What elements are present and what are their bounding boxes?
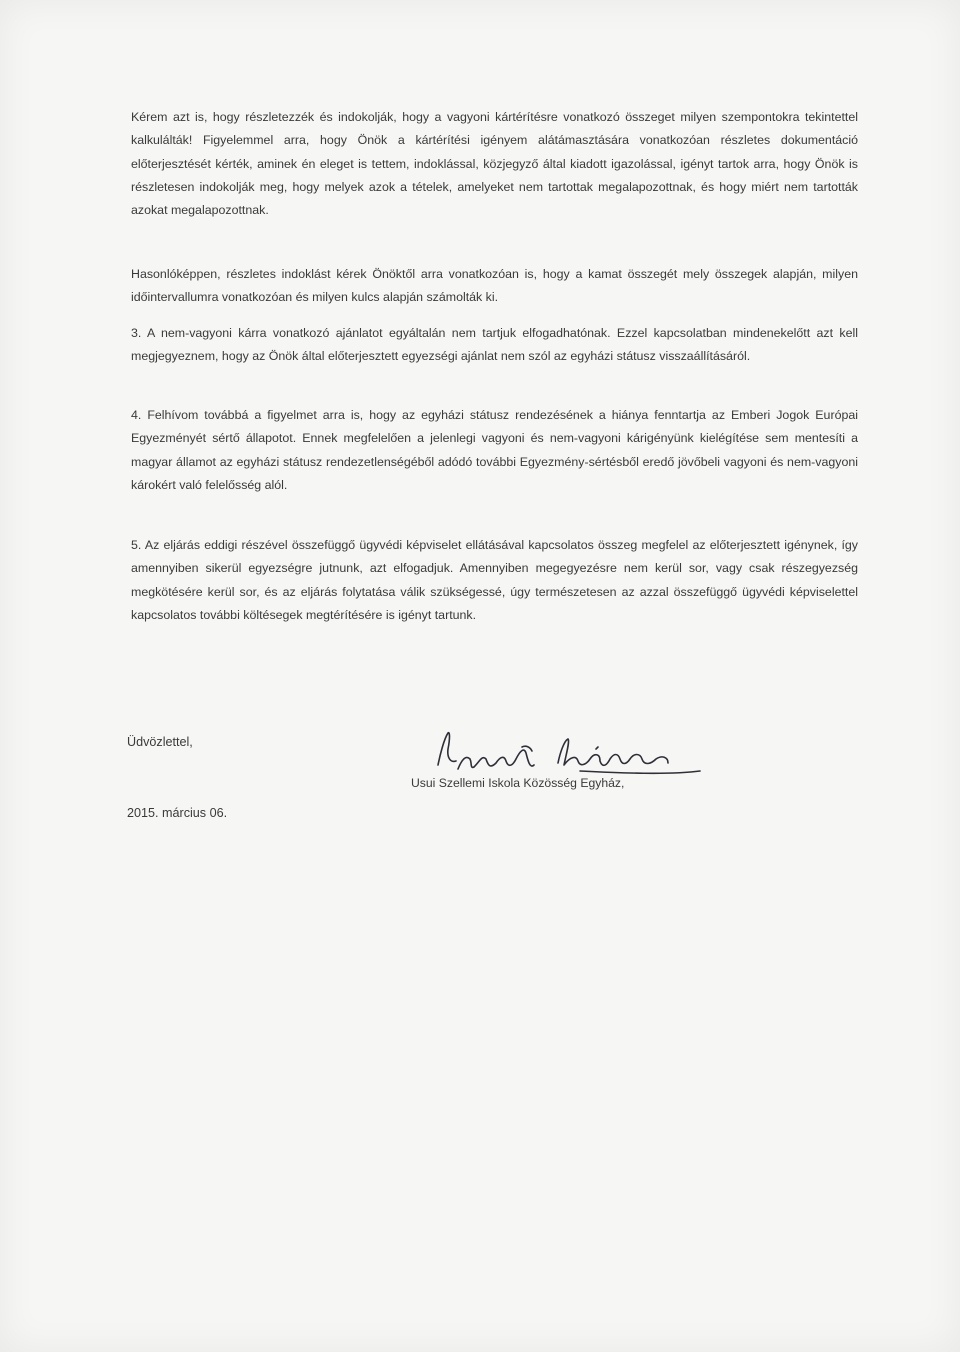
paragraph-interest-request: Hasonlóképpen, részletes indoklást kérek Önöktől arra vonatkozóan is, hogy a kamat összegét mely összegek alapján, milyen időintervallumra vonatkozóan és milyen kulcs alapján számolták ki. — [131, 267, 858, 305]
paragraph-point-3: 3. A nem-vagyoni kárra vonatkozó ajánlatot egyáltalán nem tartjuk elfogadhatónak. Ezzel kapcsolatban mindenekelőtt azt kell megjegyeznem, hogy az Önök által előterjesztett egyezségi ajánlat nem szól az egyházi státusz visszaállításáról. — [131, 326, 858, 364]
closing-salutation: Üdvözlettel, — [127, 735, 193, 749]
paragraph-point-5: 5. Az eljárás eddigi részével összefüggő ügyvédi képviselet ellátásával kapcsolatos összeg megfelel az előterjesztett igénynek, így amennyiben sikerül egyezségre jutnunk, azt elfogadjuk. Amennyiben megegyezésre nem kerül sor, vagy csak részegyezség megkötésére kerül sor, és az eljárás folytatása válik szükségessé, úgy természetesen az azzal összefüggő ügyvédi képviselettel kapcsolatos további költésegek megtérítésére is igényt tartunk. — [131, 538, 858, 622]
paragraph-justification-request: Kérem azt is, hogy részletezzék és indokolják, hogy a vagyoni kártérítésre vonatkozó összeget milyen szempontokra tekintettel kalkulálták! Figyelemmel arra, hogy Önök a kártérítési igényem alátámasztására vonatkozóan részletes dokumentáció előterjesztését kérték, aminek én eleget is tettem, indoklással, közjegyző által kiadott igazolással, igényt tartok arra, hogy Önök is részletesen indokolják meg, hogy melyek azok a tételek, amelyeket nem tartottak megalapozottnak, és hogy miért nem tartották azokat megalapozottnak. — [131, 110, 858, 218]
paragraph-point-4: 4. Felhívom továbbá a figyelmet arra is, hogy az egyházi státusz rendezésének a hiánya fenntartja az Emberi Jogok Európai Egyezményét sértő állapotot. Ennek megfelelően a jelenlegi vagyoni és nem-vagyoni kárigényünk kielégítése sem mentesíti a magyar államot az egyházi státusz rendezetlenségéből adódó további Egyezmény-sértésből eredő jövőbeli vagyoni és nem-vagyoni károkért való felelősség alól. — [131, 408, 858, 492]
letter-date: 2015. március 06. — [127, 806, 228, 820]
signer-name: Usui Szellemi Iskola Közösség Egyház, — [411, 776, 625, 790]
